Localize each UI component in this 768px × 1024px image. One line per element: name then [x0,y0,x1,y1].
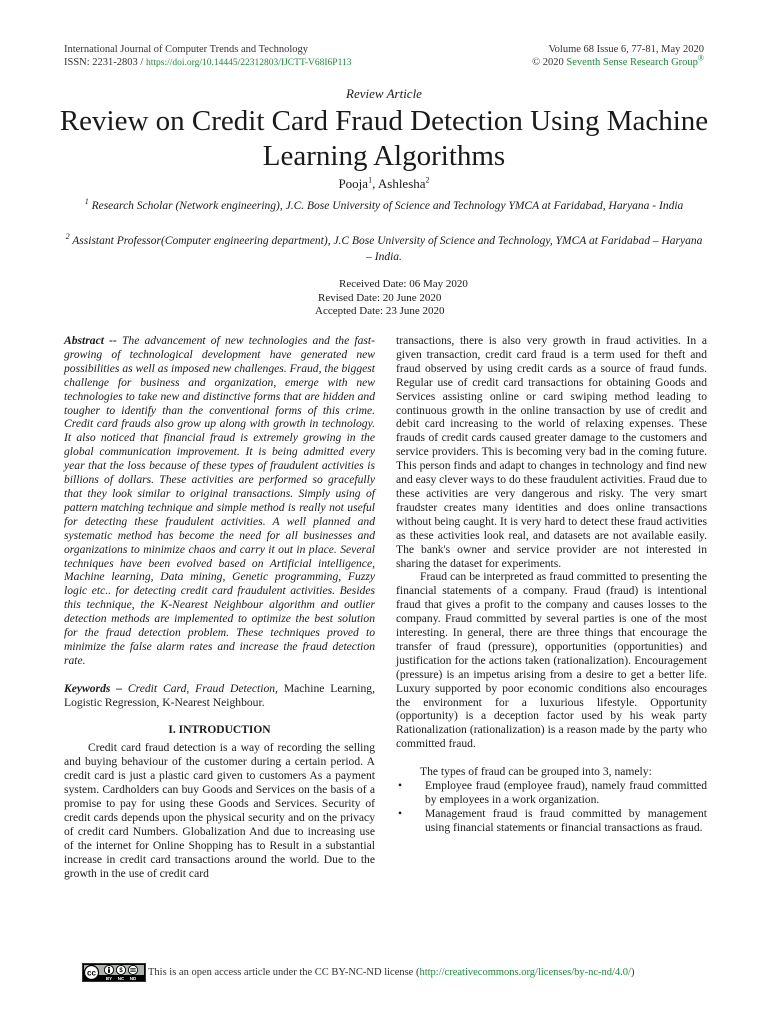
abstract [64,334,375,668]
cc-badge-svg [83,964,145,981]
volume-header [532,43,704,69]
affiliation-1-text: Research Scholar (Network engineering), J.C. Bose University of Science and Technology YMCA at Faridabad, Haryana - India [88,200,684,212]
paper-title: Review on Credit Card Fraud Detection Using Machine Learning Algorithms [59,105,709,172]
accepted-date: Accepted Date: 23 June 2020 [315,305,445,317]
cc-by-label: BY [105,975,113,981]
svg-text:$: $ [119,968,123,975]
copyright-year: © 2020 [532,57,564,68]
article-type: Review Article [346,86,422,101]
right-column [396,334,707,835]
affiliation-1 [64,198,704,214]
list-item-text: Management fraud is fraud committed by management using financial statements or financial transactions as fraud. [425,806,707,834]
received-date: Received Date: 06 May 2020 [339,278,468,290]
keywords-italic: Credit Card, Fraud Detection, [122,681,278,695]
intro-paragraph-3: Fraud can be interpreted as fraud committed to presenting the financial statements of a company. Fraud (fraud) is intentional fraud that gives a profit to the company and causes losses to the company. Fraud committed by several parties is one of the most interesting. In general, there are three things that encourage the transfer of fraud (pressure), opportunities (opportunities) and justification for the actions taken (rationalization). Encouragement (pressure) is an impetus arising from a desire to get a better life. Luxury supported by poor economic conditions also encourages the environment for a luxurious lifestyle. Opportunity (opportunity) is a deception factor used by his weak party Rationalization (rationalization) is a reason made by the party who committed fraud. [396,570,707,751]
doi-link[interactable]: https://doi.org/10.14445/22312803/IJCTT-V68I6P113 [145,58,352,68]
svg-text:cc: cc [87,968,96,978]
author-2: Ashlesha [377,176,426,191]
list-item [396,779,707,807]
affiliation-2-sup: 2 [65,232,70,242]
section-heading-introduction: I. INTRODUCTION [168,723,271,736]
intro-paragraph-1: Credit card fraud detection is a way of recording the selling and buying behaviour of the customer during a certain period. A credit card is just a plastic card given to customers As a payment system. Cardholders can buy Goods and Services on the basis of a promise to pay for using these Goods and Services. Security of credit cards depends upon the physical security and on the privacy of credit card Numbers. Globalization And due to increasing use of the internet for Online Shopping has to Result in a substantial increase in credit card transactions around the world. Due to the growth in the use of credit card [64,741,375,880]
publisher-link[interactable]: Seventh Sense Research Group [566,57,698,68]
author-2-sup: 2 [425,175,430,185]
abstract-label: Abstract -- [64,334,117,347]
issn: ISSN: 2231-2803 / [64,57,144,68]
keywords [64,682,375,710]
license-text: This is an open access article under the CC BY-NC-ND license ( [148,967,420,978]
author-1: Pooja [338,176,369,191]
author-separator: , [372,176,378,191]
copyright-line [532,53,704,69]
cc-nd-label: ND [129,975,137,981]
affiliation-2 [64,233,704,265]
keywords-label: Keywords – [64,681,123,695]
cc-license-icon [82,963,146,982]
left-column [64,334,375,881]
bullet-glyph: • [398,779,403,793]
fraud-types-list [396,779,707,835]
author-list [0,176,768,192]
registered-mark: ® [697,53,704,63]
keywords-plain: Machine Learning, Logistic Regression, K-Nearest Neighbour. [64,681,375,709]
affiliation-1-sup: 1 [84,197,89,207]
license-footer [82,963,634,982]
list-item [396,807,707,835]
bullet-glyph: • [398,806,403,820]
issn-line [64,56,351,70]
revised-date: Revised Date: 20 June 2020 [318,291,442,304]
license-close: ) [630,967,635,978]
cc-nc-label: NC [117,975,125,981]
affiliation-2-text: Assistant Professor(Computer engineering department), J.C Bose University of Science and Technology, YMCA at Faridabad – Haryana – India. [69,235,703,263]
abstract-text: The advancement of new technologies and the fast-growing of technological development have generated new possibilities as well as imposed new challenges. Fraud, the biggest challenge for business and organization, emerge with new technologies to take new and distinctive forms that are hidden and tougher to identify than the conventional forms of this crime. Credit card frauds also grow up along with growth in technology. It also noticed that financial fraud is extremely growing in the global communication improvement. It is being admitted every year that the loss because of these types of fraudulent activities is billions of dollars. These activities are performed so gracefully that they look similar to original transactions. Simply using of pattern matching technique and simple method is really not useful for detecting these fraudulent activities. A well planned and systematic method has become the need for all businesses and organizations to minimize chaos and carry it out in place. Several techniques have been evolved based on Artificial intelligence, Machine learning, Data mining, Genetic programming, Fuzzy logic etc.. for detecting credit card fraudulent activities. Besides this technique, the K-Nearest Neighbour algorithm and outlier detection methods are implemented to optimize the best solution for the fraud detection problem. These techniques proved to minimize the false alarm rates and increase the fraud detection rate. [64,334,375,667]
list-item-text: Employee fraud (employee fraud), namely fraud committed by employees in a work organization. [425,779,707,806]
intro-paragraph-4: The types of fraud can be grouped into 3, namely: [420,765,652,779]
journal-header [64,43,351,70]
volume-info: Volume 68 Issue 6, 77-81, May 2020 [548,44,704,55]
author-1-sup: 1 [368,175,373,185]
license-link[interactable]: http://creativecommons.org/licenses/by-nc-nd/4.0/ [419,967,631,978]
intro-paragraph-2: transactions, there is also very growth in fraud activities. In a given transaction, credit card fraud is a term used for theft and fraud observed by using credit cards as a source of fraud funds. Regular use of credit card transactions for obtaining Goods and Services assisting online or card swiping method leading to continuous growth in the online transaction by use of credit and debit card increasing to the world of relaxing expenses. These frauds of credit cards caused greater damage to the customers and service providers. This is becoming very bad in the coming future. This person finds and adapt to changes in technology and find new and easy clever ways to do these fraudulent activities. Fraud due to these activities are very dangerous and risky. The very smart fraudster creates many identities and does online transactions without being caught. It is very hard to detect these fraud activities as these activities look real, and datasets are not available easily. The bank's owner and service provider are not interested in sharing the dataset for experiments. [396,334,707,570]
journal-name: International Journal of Computer Trends and Technology [64,44,309,55]
